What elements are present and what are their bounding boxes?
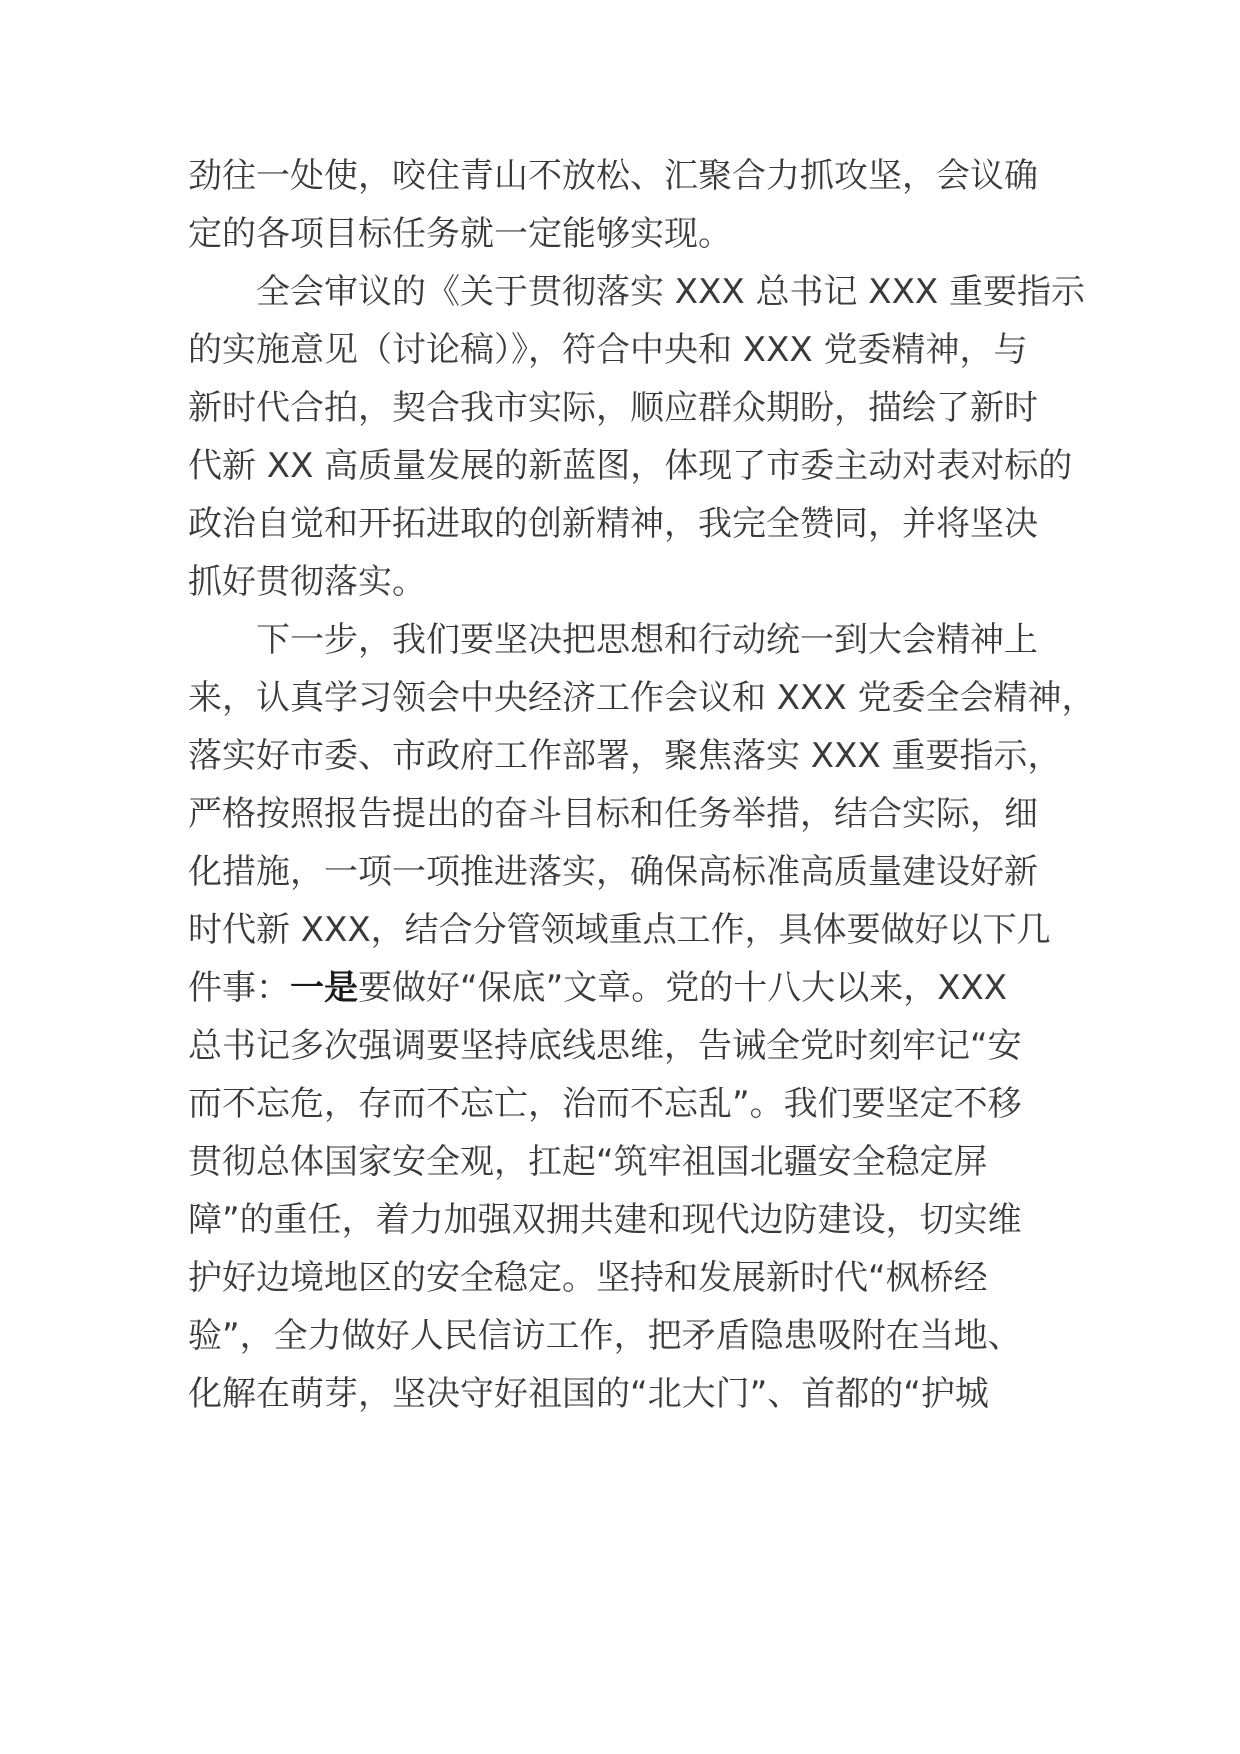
text-line: 而不忘危，存而不忘亡，治而不忘乱”。我们要坚定不移: [188, 1084, 1022, 1124]
text-line: 新时代合拍，契合我市实际，顺应群众期盼，描绘了新时: [188, 388, 1038, 428]
text-line: 化措施，一项一项推进落实，确保高标准高质量建设好新: [188, 852, 1038, 892]
text-line: 化解在萌芽，坚决守好祖国的“北大门”、首都的“护城: [188, 1374, 989, 1414]
text-line: 验”，全力做好人民信访工作，把矛盾隐患吸附在当地、: [188, 1316, 1022, 1356]
bold-lead-label: 一是: [290, 968, 358, 1008]
text-segment: 件事：: [188, 968, 290, 1008]
text-line: 严格按照报告提出的奋斗目标和任务举措，结合实际，细: [188, 794, 1038, 834]
text-line: 落实好市委、市政府工作部署，聚焦落实 XXX 重要指示，: [188, 736, 1062, 776]
text-line: 代新 XX 高质量发展的新蓝图，体现了市委主动对表对标的: [188, 446, 1073, 486]
text-line: 来，认真学习领会中央经济工作会议和 XXX 党委全会精神，: [188, 678, 1096, 718]
text-line: 障”的重任，着力加强双拥共建和现代边防建设，切实维: [188, 1200, 1022, 1240]
text-line: 全会审议的《关于贯彻落实 XXX 总书记 XXX 重要指示: [256, 272, 1085, 312]
text-line: [188, 955, 1007, 1021]
text-line: 抓好贯彻落实。: [188, 562, 426, 602]
text-segment: 要做好“保底”文章。党的十八大以来，XXX: [358, 968, 1008, 1008]
text-line: 定的各项目标任务就一定能够实现。: [188, 214, 732, 254]
text-line: 护好边境地区的安全稳定。坚持和发展新时代“枫桥经: [188, 1258, 988, 1298]
text-line: 总书记多次强调要坚持底线思维，告诫全党时刻牢记“安: [188, 1026, 1022, 1066]
text-line: 时代新 XXX，结合分管领域重点工作，具体要做好以下几: [188, 910, 1051, 950]
text-line: 政治自觉和开拓进取的创新精神，我完全赞同，并将坚决: [188, 504, 1038, 544]
text-line: 下一步，我们要坚决把思想和行动统一到大会精神上: [256, 620, 1038, 660]
text-line: 劲往一处使，咬住青山不放松、汇聚合力抓攻坚，会议确: [188, 156, 1038, 196]
text-line: 的实施意见（讨论稿）》，符合中央和 XXX 党委精神，与: [188, 330, 1028, 370]
text-line: 贯彻总体国家安全观，扛起“筑牢祖国北疆安全稳定屏: [188, 1142, 988, 1182]
